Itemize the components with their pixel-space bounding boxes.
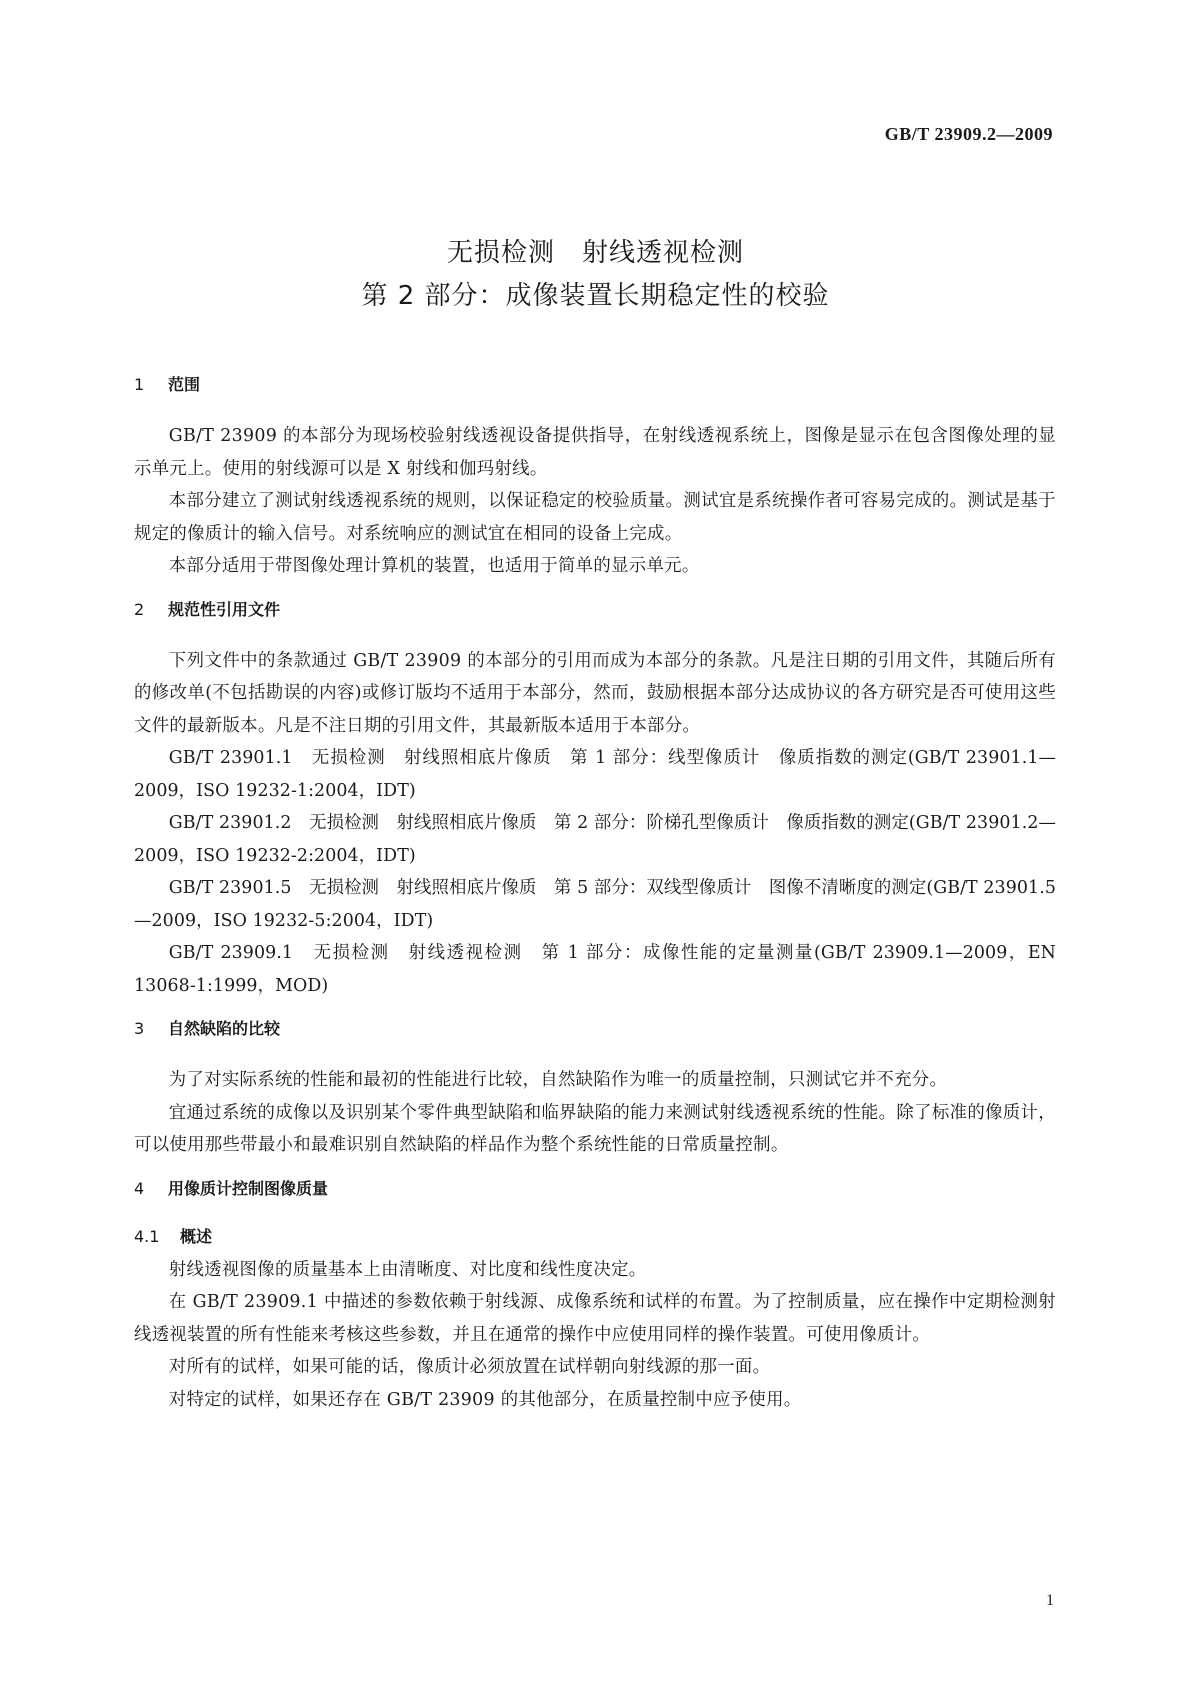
paragraph: 在 GB/T 23909.1 中描述的参数依赖于射线源、成像系统和试样的布置。为了控制质量，应在操作中定期检测射线透视装置的所有性能来考核这些参数，并且在通常的操作中应使用同样的操作装置。可使用像质计。 bbox=[134, 1292, 1056, 1345]
reference-entry: GB/T 23909.1 无损检测 射线透视检测 第 1 部分：成像性能的定量测量(GB/T 23909.1—2009，EN 13068-1:1999，MOD) bbox=[134, 943, 1056, 996]
subsection-title: 概述 bbox=[180, 1226, 213, 1246]
reference-entry: GB/T 23901.2 无损检测 射线照相底片像质 第 2 部分：阶梯孔型像质计 像质指数的测定(GB/T 23901.2—2009，ISO 19232-2:2004，IDT) bbox=[134, 813, 1056, 866]
section-2 bbox=[134, 597, 1056, 1003]
paragraph: 为了对实际系统的性能和最初的性能进行比较，自然缺陷作为唯一的质量控制，只测试它并不充分。 bbox=[168, 1070, 948, 1090]
section-number: 3 bbox=[134, 1019, 145, 1038]
section-4-heading bbox=[134, 1176, 1056, 1202]
section-3 bbox=[134, 1016, 1056, 1162]
subsection-4-1-heading bbox=[134, 1224, 1056, 1250]
section-title: 范围 bbox=[168, 375, 201, 394]
section-title: 规范性引用文件 bbox=[168, 599, 281, 619]
document-title-line-2: 第 2 部分：成像装置长期稳定性的校验 bbox=[361, 281, 830, 311]
paragraph: 本部分适用于带图像处理计算机的装置，也适用于简单的显示单元。 bbox=[168, 556, 700, 576]
paragraph: GB/T 23909 的本部分为现场校验射线透视设备提供指导，在射线透视系统上，图像是显示在包含图像处理的显示单元上。使用的射线源可以是 X 射线和伽玛射线。 bbox=[134, 426, 1056, 479]
paragraph: 下列文件中的条款通过 GB/T 23909 的本部分的引用而成为本部分的条款。凡是注日期的引用文件，其随后所有的修改单(不包括勘误的内容)或修订版均不适用于本部分，然而，鼓励根据本部分达成协议的各方研究是否可使用这些文件的最新版本。凡是不注日期的引用文件，其最新版本适用于本部分。 bbox=[134, 650, 1056, 736]
section-3-heading bbox=[134, 1016, 1056, 1042]
section-title: 用像质计控制图像质量 bbox=[168, 1178, 329, 1198]
reference-entry: GB/T 23901.1 无损检测 射线照相底片像质 第 1 部分：线型像质计 像质指数的测定(GB/T 23901.1—2009，ISO 19232-1:2004，IDT) bbox=[134, 748, 1056, 801]
section-2-heading bbox=[134, 597, 1056, 623]
page-number: 1 bbox=[1046, 1592, 1054, 1609]
paragraph: 宜通过系统的成像以及识别某个零件典型缺陷和临界缺陷的能力来测试射线透视系统的性能。除了标准的像质计，可以使用那些带最小和最难识别自然缺陷的样品作为整个系统性能的日常质量控制。 bbox=[134, 1102, 1056, 1155]
standard-code: GB/T 23909.2—2009 bbox=[884, 124, 1053, 144]
section-title: 自然缺陷的比较 bbox=[168, 1019, 281, 1038]
section-number: 4 bbox=[134, 1178, 145, 1198]
document-body bbox=[134, 372, 1056, 1416]
reference-entry: GB/T 23901.5 无损检测 射线照相底片像质 第 5 部分：双线型像质计 图像不清晰度的测定(GB/T 23901.5—2009，ISO 19232-5:2004，IDT) bbox=[134, 878, 1056, 931]
document-title-line-1: 无损检测 射线透视检测 bbox=[446, 238, 744, 268]
section-number: 1 bbox=[134, 375, 145, 394]
paragraph: 本部分建立了测试射线透视系统的规则，以保证稳定的校验质量。测试宜是系统操作者可容易完成的。测试是基于规定的像质计的输入信号。对系统响应的测试宜在相同的设备上完成。 bbox=[134, 491, 1056, 544]
paragraph: 对所有的试样，如果可能的话，像质计必须放置在试样朝向射线源的那一面。 bbox=[168, 1357, 771, 1377]
paragraph: 对特定的试样，如果还存在 GB/T 23909 的其他部分，在质量控制中应予使用。 bbox=[168, 1389, 802, 1410]
section-1 bbox=[134, 372, 1056, 583]
section-number: 2 bbox=[134, 599, 145, 619]
paragraph: 射线透视图像的质量基本上由清晰度、对比度和线性度决定。 bbox=[168, 1259, 647, 1280]
subsection-number: 4.1 bbox=[134, 1226, 160, 1246]
section-1-heading bbox=[134, 372, 1056, 398]
section-4 bbox=[134, 1176, 1056, 1417]
